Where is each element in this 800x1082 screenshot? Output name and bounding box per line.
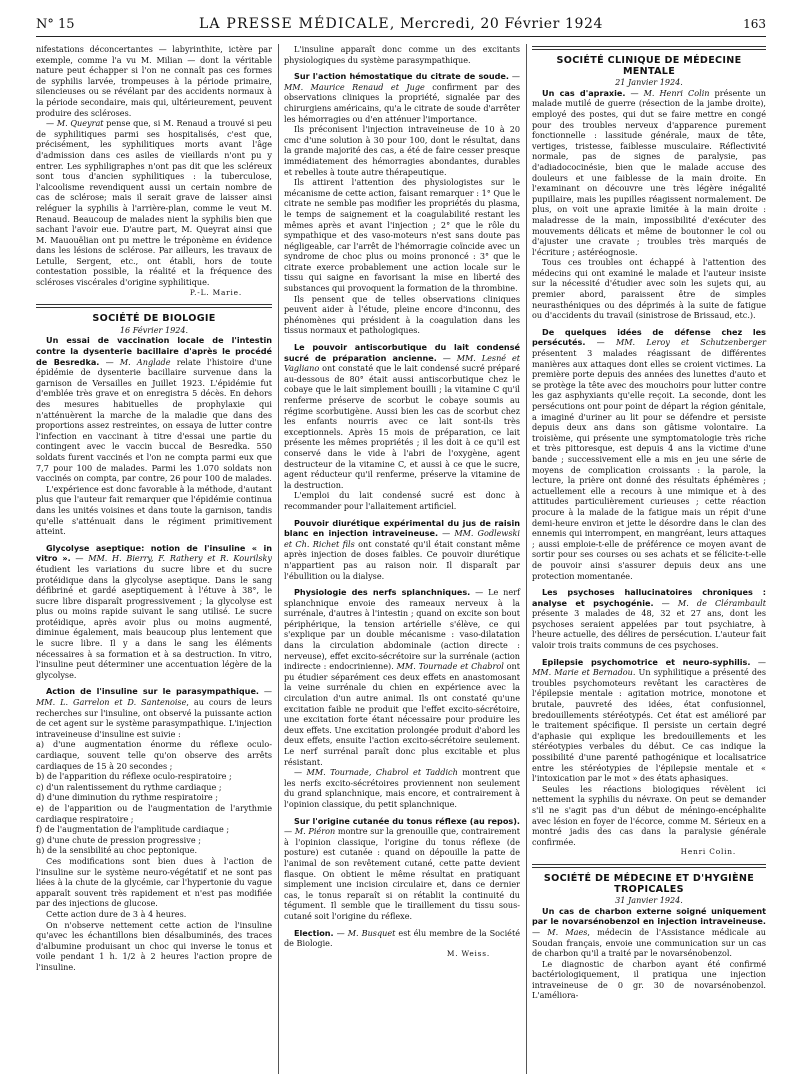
paragraph: Ils pensent que de telles observations cliniques peuvent aider à l'étude, pleine encore d'inconnu, des phénomènes qui président à la coagulation dans les tissus normaux et pathologiques.: [284, 293, 520, 336]
paragraph: Le diagnostic de charbon ayant été confirmé bactériologiquement, il pratiqua une injection intraveineuse de 0 gr. 30 de novarsénobenzol. L'améliora-: [532, 958, 766, 1001]
section-date: 21 Janvier 1924.: [615, 77, 683, 88]
paragraph: De quelques idées de défense chez les persécutés. — MM. Leroy et Schutzenberger présentent 3 malades réagissant de différentes manières aux attaques dont elles se croient victimes. La première porte depuis des années des lunettes d'auto et se protège la tête avec des mouchoirs pour lutter contre les gaz asphyxiants qu'elle reçoit. La seconde, dont les persécutions ont pour point de départ la région génitale, a imaginé d'uriner au lit pour se défendre et persiste depuis deux ans dans son gâtisme volontaire. La troisième, qui présente une symptomatologie très riche et très pittoresque, est depuis 4 ans la victime d'une bande ; successivement elle a mis en jeu une série de moyens de complication croissants : la parole, la lecture, la prière ont donné des résultats éphémères ; actuellement elle a recours à une mimique et à des attitudes particulièrement curieuses ; cette réaction procure à la malade de la fatigue mais un répit d'une demi-heure environ et jette le désordre dans le clan des ennemis qui interrompent, en mangréant, leurs attaques ; aussi emploie-t-elle de préférence ce moyen avant de sortir pour ses courses ou ses achats et se félicite-t-elle de pouvoir ainsi s'assurer depuis deux ans une protection momentanée.: [532, 326, 766, 581]
section-rule: [532, 46, 766, 47]
paragraph: — M. Queyrat pense que, si M. Renaud a trouvé si peu de syphilitiques parmi ses hospitalisés, c'est que, précisément, les syphilitiques morts avant l'âge d'admission dans ces asiles de vieillards n'ont pu y entrer. Les syphiligraphes n'ont pas dit que les scléreux sont tous d'ancien syphilitiques : la tuberculose, l'alcoolisme revendiquent aussi un certain nombre de cas de sclérose; mais il serait grave de laisser ainsi reléguer la syphilis à l'arrière-plan, comme le veut M. Renaud. Beaucoup de malades nient la syphilis bien que sachant l'avoir eue. D'autre part, M. Queyrat ainsi que M. Mauouëlian ont pu mettre le tréponème en évidence dans les lésions de sclérose. Par ailleurs, les travaux de Letulle, Sergent, etc., ont établi, hors de toute contestation possible, la réalité et la fréquence des scléroses viscérales d'origine syphilitique.: [36, 118, 273, 288]
list-item: d) d'une diminution du rythme respiratoire ;: [36, 792, 218, 803]
paragraph: Pouvoir diurétique expérimental du jus de raisin blanc en injection intraveineuse. — MM. Godlewski et Ch. Richet fils ont constaté qu'il était constant même après injection de doses faibles. Ce pouvoir diurétique n'appartient pas au raison noir. Il disparaît par l'ébullition ou la dialyse.: [284, 517, 520, 581]
article-title: Pouvoir diurétique expérimental du jus de raisin blanc en injection intraveineuse.: [284, 517, 520, 539]
paragraph: Un cas d'apraxie. — M. Henri Colin présente un malade mutilé de guerre (résection de la jambe droite), employé des postes, qui dut se faire mettre en congé pour des troubles nerveux d'apparence purement fonctionnelle : lassitude générale, maux de tête, vertiges, tristesse, faiblesse musculaire. Réflectivité normale, pas de signes de paralysie, pas d'adiadococinésie, bien que le malade accuse des douleurs et une faiblesse de la main droite. En l'examinant on découvre une très légère inégalité pupillaire, mais les pupilles réagissent normalement. De plus, on voit une apraxie limitée à la main droite : maladresse de la main, impossibilité d'exécuter des mouvements délicats et même de boutonner le col ou d'ajuster une cravate ; troubles très marqués de l'écriture ; astéréognosie.: [532, 87, 766, 257]
author-name: MM. Godlewski et Ch. Richet fils: [284, 528, 520, 549]
paragraph: L'expérience est donc favorable à la méthode, d'autant plus que l'auteur fait remarquer que l'épidémie continua dans les unités voisines et dans toute la garnison, tandis qu'elle s'atténuait dans le régiment primitivement atteint.: [36, 483, 272, 537]
section-title: SOCIÉTÉ DE MÉDECINE ET D'HYGIÈNE TROPICALES: [543, 872, 755, 895]
column-rule: [278, 44, 279, 1074]
article-title: Epilepsie psychomotrice et neuro-syphilis.: [542, 656, 751, 667]
article-title: Le pouvoir antiscorbutique du lait condensé sucré de préparation ancienne.: [284, 342, 520, 363]
signature: M. Weiss.: [446, 948, 490, 958]
journal-name: LA PRESSE MÉDICALE: [198, 16, 390, 32]
author-name: M. Queyrat: [56, 118, 104, 129]
article-title: Glycolyse aseptique: notion de l'insuline « in vitro ».: [36, 542, 272, 564]
paragraph: Ils attirent l'attention des physiologistes sur le mécanisme de cette action, faisant remarquer : 1° Que le citrate ne semble pas modifier les propriétés du plasma, le temps de saignement et la coagulabilité restant les mêmes après et avant l'injection ; 2° que le rôle du sympathique et des vaso-moteurs n'est sans doute pas négligeable, car l'arrêt de l'hémorragie coïncide avec un syndrome de choc plus ou moins prononcé : 3° que le citrate exerce probablement une action locale sur le tissu qui saigne en favorisant la mise en liberté des substances qui provoquent la formation de la thrombine.: [284, 177, 520, 294]
section-date: 31 Janvier 1924.: [615, 895, 683, 906]
paragraph: Seules les réactions biologiques révèlent ici nettement la syphilis du névraxe. On peut se demander s'il ne s'agit pas d'un début de méningo-encéphalite avec lésion en foyer de l'écorce, comme M. Sérieux en a montré jadis des cas dans la paralysie générale confirmée.: [532, 783, 766, 847]
column-2: [284, 44, 520, 959]
paragraph: Election. — M. Busquet est élu membre de la Société de Biologie.: [284, 927, 520, 949]
paragraph: nifestations déconcertantes — labyrinthite, ictère par exemple, comme l'a vu M. Milian — dont la véritable nature peut échapper si l'on ne connaît pas ces formes de syphilis larvée, trompeuses à la période primaire, silencieuses ou se révélant par des accidents normaux à la période secondaire, mais qui, ultérieurement, peuvent produire des scléroses.: [36, 44, 272, 118]
issue-date: , Mercredi, 20 Février 1924: [389, 16, 604, 32]
section-title: SOCIÉTÉ CLINIQUE DE MÉDECINE MENTALE: [556, 55, 742, 77]
paragraph: Cette action dure de 3 à 4 heures.: [46, 908, 187, 919]
paragraph: Epilepsie psychomotrice et neuro-syphilis. — MM. Marie et Bernadou. Un syphilitique a présenté des troubles psychomoteurs revêtant les caractères de l'épilepsie mentale : agitation motrice, monotone et brutale, pauvreté des idées, état confusionnel, bredouillements stéréotypés. Cet état est amélioré par le traitement spécifique. Il persiste un certain degré d'aphasie qui explique les bredouillements et les stéréotypies verbales du début. Ce cas indique la possibilité d'une parenté pathogénique et localisatrice entre les stéréotypies de l'épilepsie mentale et « l'intoxication par le mot » des états aphasiques.: [532, 656, 767, 784]
author-name: MM. H. Bierry, F. Rathery et R. Kourilsky: [88, 553, 272, 564]
section-rule: [532, 864, 766, 865]
paragraph: L'emploi du lait condensé sucré est donc à recommander pour l'allaitement artificiel.: [284, 490, 520, 511]
paragraph: Glycolyse aseptique: notion de l'insuline « in vitro ». — MM. H. Bierry, F. Rathery et R. Kourilsky étudient les variations du sucre libre et du sucre protéidique dans la glycolyse aseptique. Dans le sang défibriné et gardé aseptiquement à l'étuve à 38°, le sucre libre disparaît progressivement ; la glycolyse est plus ou moins rapide suivant le sang utilisé. Le sucre protéidique, après avoir plus ou moins augmenté, diminue également, mais beaucoup plus lentement que le sucre libre. Il y a dans le sang les éléments nécessaires à sa formation et à sa destruction. In vitro, l'insuline peut déterminer une accentuation légère de la glycolyse.: [36, 542, 272, 680]
paragraph: Action de l'insuline sur le parasympathique. — MM. L. Garrelon et D. Santenoise, au cours de leurs recherches sur l'insuline, ont observé la puissante action de cet agent sur le système parasympathique. L'injection intraveineuse d'insuline est suivie :: [36, 686, 272, 739]
author-name: M. Anglade: [119, 356, 171, 367]
page-header: [36, 14, 766, 37]
author-name: M. Maes: [547, 926, 588, 937]
column-1: [36, 44, 272, 972]
author-name: M. de Clérambault: [677, 597, 766, 608]
section-title: SOCIÉTÉ DE BIOLOGIE: [92, 313, 216, 325]
article-title: Action de l'insuline sur le parasympathique.: [46, 686, 260, 697]
list-item: b) de l'apparition du réflexe oculo-respiratoire ;: [36, 771, 232, 782]
section-rule: [36, 304, 272, 305]
author-name: MM. Marie et Bernadou: [532, 667, 633, 678]
author-name: MM. Lesné et Vagliano: [284, 352, 521, 374]
paragraph: Sur l'origine cutanée du tonus réflexe (au repos). — M. Piéron montre sur la grenouille que, contrairement à l'opinion classique, l'origine du tonus réflexe (de posture) est cutanée : quand on dépouille la patte de l'animal de son revêtement cutané, cette patte devient flasque. On obtient le même résultat en pratiquant simplement une incision circulaire et, dans ce dernier cas, le tonus reparaît si on rétablit la continuité du tégument. Il semble que le tiraillement du tissu sous-cutané soit l'origine du réflexe.: [284, 815, 520, 921]
article-title: Un cas de charbon externe soigné uniquement par le novarsénobenzol en injection intraveineuse.: [532, 905, 766, 927]
author-name: MM. Tournade, Chabrol et Taddich: [306, 767, 458, 778]
journal-title: [36, 16, 766, 32]
section-rule: [532, 867, 766, 868]
author-name: MM. Tournade et Chabrol: [396, 661, 504, 672]
paragraph: Un cas de charbon externe soigné uniquement par le novarsénobenzol en injection intraveineuse. — M. Maes, médecin de l'Assistance médicale au Soudan français, envoie une communication sur un cas de charbon qu'il a traité par le novarsénobenzol.: [532, 905, 766, 959]
paragraph: Tous ces troubles ont échappé à l'attention des médecins qui ont examiné le malade et l'auteur insiste sur la nécessité d'étudier avec soin les sujets qui, au premier abord, paraissent être de simples neurasthéniques ou des déprimés à la suite de fatigue ou d'accidents du travail (sinistrose de Brissaud, etc.).: [532, 257, 766, 321]
paragraph: Sur l'action hémostatique du citrate de soude. — MM. Maurice Renaud et Juge confirment par des observations cliniques la propriété, signalée par des chirurgiens américains, qu'a le citrate de soude d'arrêter les hémorragies ou d'en atténuer l'importance.: [284, 71, 521, 124]
paragraph: Les psychoses hallucinatoires chroniques : analyse et psychogénie. — M. de Clérambault présente 3 malades de 48, 32 et 27 ans, dont les psychoses seraient appelées par tout psychiatre, à l'heure actuelle, des délires de persécution. L'auteur fait valoir trois traits communs de ces psychoses.: [532, 587, 766, 651]
paragraph: Ils préconisent l'injection intraveineuse de 10 à 20 cmc d'une solution à 30 pour 100, dont le résultat, dans la grande majorité des cas, a été de faire cesser presque immédiatement des hémorragies abondantes, durables et rebelles à toute autre thérapeutique.: [284, 124, 520, 177]
list-item: f) de l'augmentation de l'amplitude cardiaque ;: [36, 824, 230, 835]
paragraph: Le pouvoir antiscorbutique du lait condensé sucré de préparation ancienne. — MM. Lesné et Vagliano ont constaté que le lait condensé sucré préparé au-dessous de 80° était aussi antiscorbutique chez le cobaye que le lait simplement bouilli ; la vitamine C qu'il renferme préserve de scorbut le cobaye soumis au régime scorbutigène. Aussi bien les cas de scorbut chez les enfants nourris avec ce lait sont-ils très exceptionnels. Après 15 mois de préparation, ce lait présente les mêmes propriétés ; il les doit à ce qu'il est conservé dans le vide à l'abri de l'oxygène, agent destructeur de la vitamine C, et aussi à ce que le sucre, agent réducteur qu'il renferme, préserve la vitamine de la destruction.: [284, 342, 521, 490]
column-rule: [526, 44, 527, 1074]
section-rule: [36, 307, 272, 308]
article-title: Un cas d'apraxie.: [542, 87, 626, 98]
article-title: Sur l'origine cutanée du tonus réflexe (au repos).: [294, 815, 520, 826]
paragraph: — MM. Tournade, Chabrol et Taddich montrent que les nerfs excito-sécrétoires proviennent non seulement du grand splanchnique, mais encore, et contrairement à l'opinion classique, du petit splanchnique.: [284, 767, 521, 809]
article-title: Election.: [294, 927, 334, 938]
list-item: a) d'une augmentation énorme du réflexe oculo-cardiaque, souvent telle qu'on observe des arrêts cardiaques de 15 à 20 secondes ;: [36, 739, 272, 771]
author-name: M. Henri Colin: [643, 87, 710, 98]
list-item: g) d'une chute de pression progressive ;: [36, 834, 201, 845]
article-title: De quelques idées de défense chez les persécutés.: [532, 326, 766, 348]
author-name: M. Piéron: [294, 826, 336, 837]
author-name: MM. L. Garrelon et D. Santenoise: [36, 697, 187, 708]
paragraph: Ces modifications sont bien dues à l'action de l'insuline sur le système neuro-végétatif et ne sont pas liées à la chute de la glycémie, car l'hypertonie du vague apparaît souvent très rapidement et n'est pas modifiée par des injections de glucose.: [36, 855, 272, 909]
author-name: MM. Leroy et Schutzenberger: [615, 337, 766, 348]
list-item: c) d'un ralentissement du rythme cardiaque ;: [36, 781, 222, 792]
issue-number: N° 15: [36, 17, 75, 32]
signature: P.-L. Marie.: [189, 287, 242, 297]
list-item: h) de la sensibilité au choc peptonique.: [36, 845, 198, 856]
column-3: [532, 44, 766, 1001]
paragraph: Un essai de vaccination locale de l'intestin contre la dysenterie bacillaire d'après le procédé de Besredka. — M. Anglade relate l'histoire d'une épidémie de dysenterie bacillaire survenue dans la garnison de Versailles en Juillet 1923. L'épidémie fut d'emblée très grave et on enregistra 5 décès. En dehors des mesures habituelles de prophylaxie qui n'atténuèrent la marche de la maladie que dans des proportions assez restreintes, on essaya de lutter contre l'infection en vaccinant à titre d'essai une partie du contingent avec le vaccin buccal de Besredka. 550 soldats furent vaccinés et l'on ne compta parmi eux que 7,7 pour 100 de malades. Parmi les 1.070 soldats non vaccinés on compta, par contre, 26 pour 100 de malades.: [36, 335, 272, 484]
author-name: M. Busquet: [347, 927, 396, 938]
article-title: Les psychoses hallucinatoires chroniques : analyse et psychogénie.: [532, 587, 766, 608]
paragraph: L'insuline apparaît donc comme un des excitants physiologiques du système parasympathique.: [284, 44, 520, 65]
signature: Henri Colin.: [680, 847, 736, 857]
section-date: 16 Février 1924.: [119, 324, 189, 335]
page-number: 163: [743, 17, 766, 31]
article-title: Un essai de vaccination locale de l'intestin contre la dysenterie bacillaire d'après le procédé de Besredka.: [36, 335, 272, 367]
author-name: MM. Maurice Renaud et Juge: [284, 81, 425, 92]
section-rule: [532, 49, 766, 50]
article-title: Physiologie des nerfs splanchniques.: [294, 587, 471, 598]
list-item: e) de l'apparition ou de l'augmentation de l'arythmie cardiaque respiratoire ;: [36, 802, 272, 824]
article-title: Sur l'action hémostatique du citrate de soude.: [294, 71, 509, 82]
paragraph: Physiologie des nerfs splanchniques. — Le nerf splanchnique envoie des rameaux nerveux à la surrénale, d'autres à l'intestin ; quand on excite son bout périphérique, la tension artérielle s'élève, ce qui s'explique par un double mécanisme : vaso-dilatation dans la circulation abdominale (action directe : nerveuse), effet excito-sécrétoire sur la surrénale (action indirecte : endocrinienne). MM. Tournade et Chabrol ont pu étudier séparément ces deux effets en anastomosant la veine surrénale du chien en expérience avec la circulation d'un autre animal. Ils ont constaté qu'une excitation faible ne produit que l'effet excito-sécrétoire, une excitation forte étant nécessaire pour produire les deux effets. Une excitation prolongée produit d'abord les deux effets, ensuite l'action excito-sécrétoire seulement. Le nerf surrénal paraît donc plus excitable et plus résistant.: [284, 587, 521, 767]
paragraph: On n'observe nettement cette action de l'insuline qu'avec les échantillons bien désalbuminés, des traces d'albumine produisant un choc qui inverse le tonus et voile pendant 1 h. 1/2 à 2 heures l'action propre de l'insuline.: [36, 919, 272, 972]
